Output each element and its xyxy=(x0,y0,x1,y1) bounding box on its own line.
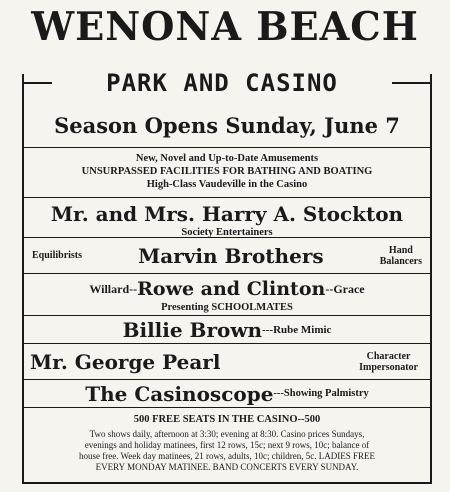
season-section xyxy=(22,104,432,148)
act-description: ---Rube Mimic xyxy=(262,324,332,336)
act-name: The Casinoscope xyxy=(85,382,274,406)
season-opening: Season Opens Sunday, June 7 xyxy=(54,113,400,138)
border-rule-left xyxy=(22,82,52,84)
act-description: Presenting SCHOOLMATES xyxy=(161,302,293,313)
features-section xyxy=(22,148,432,198)
act-name: Mr. George Pearl xyxy=(30,350,221,374)
details-line: house free. Week day matinees, 21 rows, adults, 10c; children, 5c. LADIES FREE xyxy=(78,451,376,461)
act-left-label: Equilibrists xyxy=(32,250,83,261)
act-description: ---Showing Palmistry xyxy=(273,388,369,399)
details-line: Two shows daily, afternoon at 3:30; evening at 8:30. Casino prices Sundays, xyxy=(89,429,365,439)
feature-line: New, Novel and Up-to-Date Amusements xyxy=(135,153,319,164)
act-right-label: --Grace xyxy=(325,282,365,296)
act-name: Billie Brown xyxy=(122,318,263,342)
ad-headline: WENONA BEACH xyxy=(31,4,419,50)
act-billie-brown xyxy=(22,316,432,344)
feature-line: High-Class Vaudeville in the Casino xyxy=(146,179,308,190)
act-name: Rowe and Clinton xyxy=(137,278,326,300)
details-section xyxy=(22,408,432,484)
act-rowe-clinton xyxy=(22,274,432,316)
ad-subhead: PARK AND CASINO xyxy=(106,69,338,97)
act-name: Mr. and Mrs. Harry A. Stockton xyxy=(50,202,404,226)
act-right-label: Character Impersonator xyxy=(359,351,418,373)
details-line: evenings and holiday matinees, first 12 rows, 15c; next 9 rows, 10c; balance of xyxy=(84,440,370,450)
details-line: EVERY MONDAY MATINEE. BAND CONCERTS EVERY SUNDAY. xyxy=(95,462,359,472)
act-right-label: Hand Balancers xyxy=(379,245,422,267)
act-stockton xyxy=(22,198,432,238)
free-seats-notice: 500 FREE SEATS IN THE CASINO--500 xyxy=(133,414,321,425)
act-name: Marvin Brothers xyxy=(138,244,324,268)
act-george-pearl xyxy=(22,344,432,380)
act-left-label: Willard-- xyxy=(89,282,138,296)
act-marvin xyxy=(22,238,432,274)
act-description: Society Entertainers xyxy=(181,227,273,238)
border-rule-right xyxy=(392,82,432,84)
act-casinoscope xyxy=(22,380,432,408)
feature-line: UNSURPASSED FACILITIES FOR BATHING AND BOATING xyxy=(81,166,373,177)
